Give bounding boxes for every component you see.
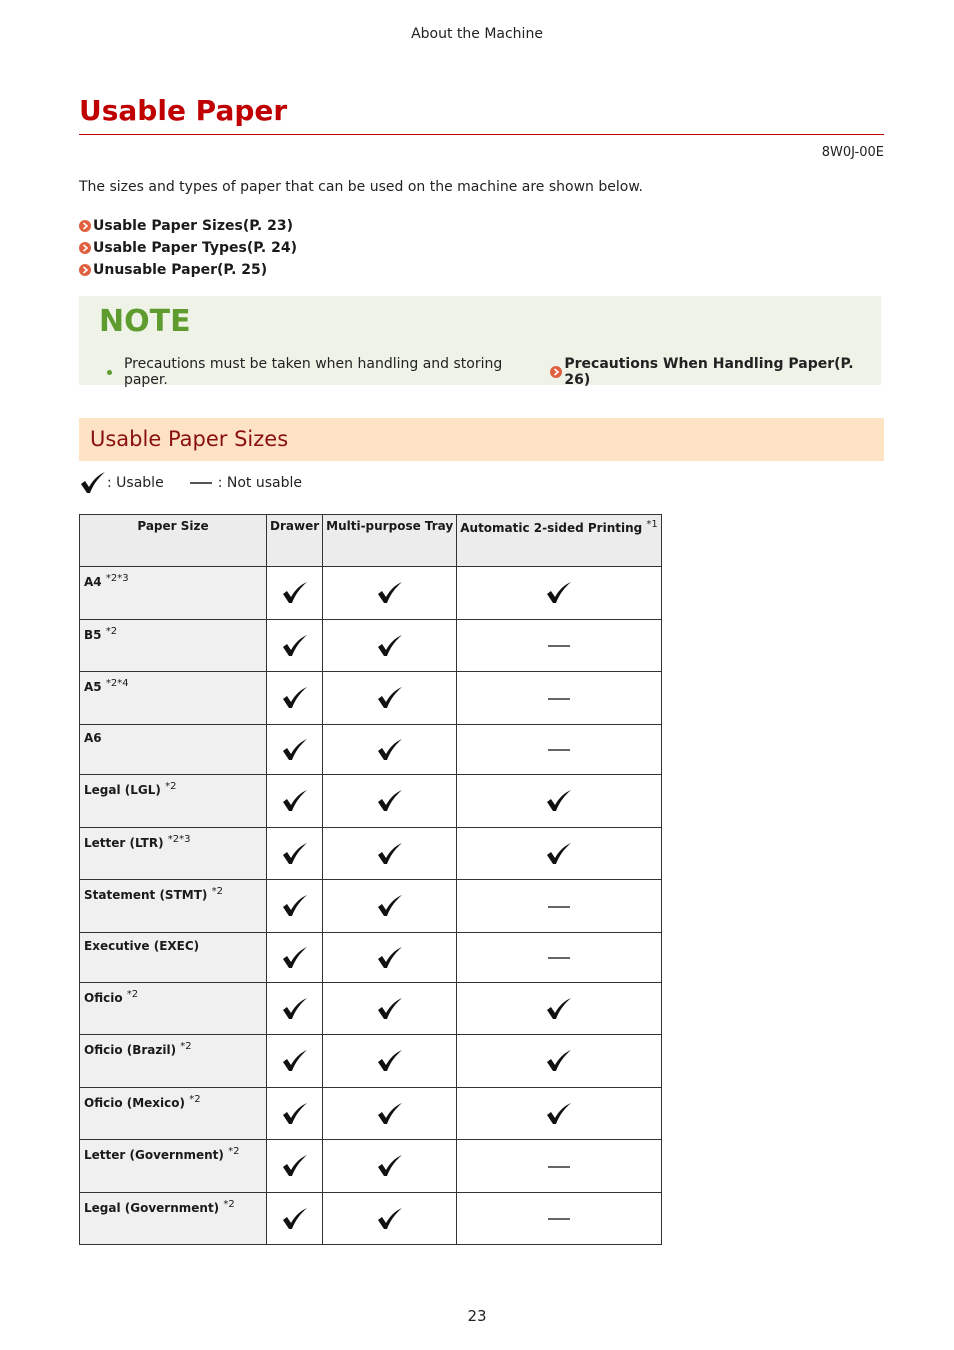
table-row bbox=[80, 933, 662, 983]
cell-duplex bbox=[457, 1088, 662, 1140]
cell-drawer bbox=[267, 1140, 323, 1193]
link-label: Usable Paper Sizes(P. 23) bbox=[93, 218, 293, 234]
paper-size-name: Letter (LTR) $^{*2*3}$ bbox=[80, 828, 267, 880]
cell-drawer bbox=[267, 567, 323, 620]
arrow-right-circle-icon bbox=[79, 242, 91, 254]
section-header bbox=[79, 418, 884, 461]
check-icon bbox=[281, 794, 309, 808]
cell-drawer bbox=[267, 880, 323, 933]
cell-drawer bbox=[267, 775, 323, 828]
check-icon bbox=[281, 1211, 309, 1225]
paper-size-name: Oficio $^{*2}$ bbox=[80, 983, 267, 1035]
cell-mp-tray bbox=[323, 1193, 457, 1245]
note-box bbox=[79, 296, 881, 388]
dash-icon bbox=[548, 906, 570, 908]
check-icon bbox=[376, 586, 404, 600]
section-title: Usable Paper Sizes bbox=[90, 427, 289, 451]
check-icon bbox=[545, 1001, 573, 1015]
check-icon bbox=[376, 691, 404, 705]
check-icon bbox=[545, 794, 573, 808]
paper-size-name: Legal (Government) $^{*2}$ bbox=[80, 1193, 267, 1245]
cell-mp-tray bbox=[323, 1035, 457, 1088]
check-icon bbox=[376, 1106, 404, 1120]
dash-icon bbox=[548, 1166, 570, 1168]
note-item bbox=[107, 356, 881, 388]
check-icon bbox=[376, 950, 404, 964]
table-row bbox=[80, 620, 662, 672]
link-label: Usable Paper Types(P. 24) bbox=[93, 240, 297, 256]
cell-mp-tray bbox=[323, 933, 457, 983]
cell-mp-tray bbox=[323, 828, 457, 880]
check-icon bbox=[545, 586, 573, 600]
legend bbox=[79, 471, 302, 495]
cell-mp-tray bbox=[323, 983, 457, 1035]
page-number: 23 bbox=[467, 1307, 487, 1325]
link-usable-paper-sizes[interactable] bbox=[79, 215, 297, 237]
cell-duplex bbox=[457, 1140, 662, 1193]
paper-size-name: Executive (EXEC) bbox=[80, 933, 267, 983]
paper-size-name: A6 bbox=[80, 725, 267, 775]
dash-icon bbox=[548, 749, 570, 751]
paper-size-name: Oficio (Mexico) $^{*2}$ bbox=[80, 1088, 267, 1140]
paper-size-name: B5 $^{*2}$ bbox=[80, 620, 267, 672]
paper-size-name: A4 $^{*2*3}$ bbox=[80, 567, 267, 620]
header-drawer: Drawer bbox=[267, 515, 323, 567]
link-precautions-handling-paper[interactable] bbox=[550, 356, 881, 388]
cell-mp-tray bbox=[323, 725, 457, 775]
cell-duplex bbox=[457, 567, 662, 620]
table-row bbox=[80, 672, 662, 725]
cell-drawer bbox=[267, 620, 323, 672]
note-text: Precautions must be taken when handling and storing paper. bbox=[123, 356, 503, 388]
dash-icon bbox=[548, 645, 570, 647]
cell-duplex bbox=[457, 672, 662, 725]
cell-drawer bbox=[267, 828, 323, 880]
paper-sizes-table bbox=[79, 514, 662, 1245]
cell-duplex bbox=[457, 983, 662, 1035]
table-header-row bbox=[80, 515, 662, 567]
paper-size-name: Legal (LGL) $^{*2}$ bbox=[80, 775, 267, 828]
check-icon bbox=[281, 742, 309, 756]
header-paper-size: Paper Size bbox=[80, 515, 267, 567]
cell-duplex bbox=[457, 828, 662, 880]
check-icon bbox=[545, 1106, 573, 1120]
table-row bbox=[80, 567, 662, 620]
check-icon bbox=[281, 1054, 309, 1068]
check-icon bbox=[376, 638, 404, 652]
cell-duplex bbox=[457, 620, 662, 672]
dash-icon bbox=[548, 1218, 570, 1220]
paper-size-name: Statement (STMT) $^{*2}$ bbox=[80, 880, 267, 933]
check-icon bbox=[281, 691, 309, 705]
check-icon bbox=[376, 1211, 404, 1225]
cell-duplex bbox=[457, 1035, 662, 1088]
legend-usable-label: : Usable bbox=[107, 475, 164, 491]
check-icon bbox=[281, 950, 309, 964]
link-label: Unusable Paper(P. 25) bbox=[93, 262, 268, 278]
check-icon bbox=[281, 638, 309, 652]
cell-mp-tray bbox=[323, 620, 457, 672]
table-row bbox=[80, 1088, 662, 1140]
check-icon bbox=[281, 586, 309, 600]
dash-icon bbox=[548, 957, 570, 959]
cell-mp-tray bbox=[323, 880, 457, 933]
cell-duplex bbox=[457, 1193, 662, 1245]
check-icon bbox=[281, 846, 309, 860]
legend-not-usable-label: : Not usable bbox=[217, 475, 302, 491]
check-icon bbox=[281, 1159, 309, 1173]
check-icon bbox=[545, 1054, 573, 1068]
header-automatic-2-sided: Automatic 2-sided Printing $^{*1}$ bbox=[457, 515, 662, 567]
bullet-icon bbox=[107, 370, 112, 375]
check-icon bbox=[281, 1001, 309, 1015]
cell-mp-tray bbox=[323, 567, 457, 620]
table-row bbox=[80, 983, 662, 1035]
table-row bbox=[80, 725, 662, 775]
title-divider bbox=[79, 134, 884, 135]
paper-size-name: Oficio (Brazil) $^{*2}$ bbox=[80, 1035, 267, 1088]
cell-duplex bbox=[457, 933, 662, 983]
table-row bbox=[80, 1035, 662, 1088]
note-heading: NOTE bbox=[99, 304, 191, 339]
running-header: About the Machine bbox=[411, 26, 543, 42]
check-icon bbox=[545, 846, 573, 860]
document-code: 8W0J-00E bbox=[821, 145, 884, 160]
check-icon bbox=[376, 1054, 404, 1068]
check-icon bbox=[376, 899, 404, 913]
arrow-right-circle-icon bbox=[550, 366, 562, 378]
related-links bbox=[79, 215, 297, 281]
cell-mp-tray bbox=[323, 775, 457, 828]
check-icon bbox=[79, 471, 107, 495]
dash-icon bbox=[190, 482, 212, 484]
cell-drawer bbox=[267, 1193, 323, 1245]
cell-duplex bbox=[457, 725, 662, 775]
cell-drawer bbox=[267, 983, 323, 1035]
cell-drawer bbox=[267, 1088, 323, 1140]
table-row bbox=[80, 880, 662, 933]
table-row bbox=[80, 1140, 662, 1193]
cell-mp-tray bbox=[323, 672, 457, 725]
cell-drawer bbox=[267, 672, 323, 725]
paper-size-name: A5 $^{*2*4}$ bbox=[80, 672, 267, 725]
cell-duplex bbox=[457, 880, 662, 933]
dash-icon bbox=[548, 698, 570, 700]
header-multi-purpose-tray: Multi-purpose Tray bbox=[323, 515, 457, 567]
paper-size-name: Letter (Government) $^{*2}$ bbox=[80, 1140, 267, 1193]
check-icon bbox=[376, 794, 404, 808]
cell-mp-tray bbox=[323, 1140, 457, 1193]
table-row bbox=[80, 1193, 662, 1245]
check-icon bbox=[376, 742, 404, 756]
check-icon bbox=[376, 1159, 404, 1173]
check-icon bbox=[376, 846, 404, 860]
check-icon bbox=[281, 1106, 309, 1120]
page-title: Usable Paper bbox=[79, 94, 288, 127]
check-icon bbox=[281, 899, 309, 913]
link-unusable-paper[interactable] bbox=[79, 259, 297, 281]
cell-duplex bbox=[457, 775, 662, 828]
arrow-right-circle-icon bbox=[79, 264, 91, 276]
arrow-right-circle-icon bbox=[79, 220, 91, 232]
link-label: Precautions When Handling Paper(P. 26) bbox=[564, 356, 854, 388]
cell-drawer bbox=[267, 725, 323, 775]
link-usable-paper-types[interactable] bbox=[79, 237, 297, 259]
cell-mp-tray bbox=[323, 1088, 457, 1140]
table-row bbox=[80, 828, 662, 880]
cell-drawer bbox=[267, 933, 323, 983]
check-icon bbox=[376, 1001, 404, 1015]
cell-drawer bbox=[267, 1035, 323, 1088]
table-row bbox=[80, 775, 662, 828]
intro-text: The sizes and types of paper that can be used on the machine are shown below. bbox=[79, 179, 643, 195]
